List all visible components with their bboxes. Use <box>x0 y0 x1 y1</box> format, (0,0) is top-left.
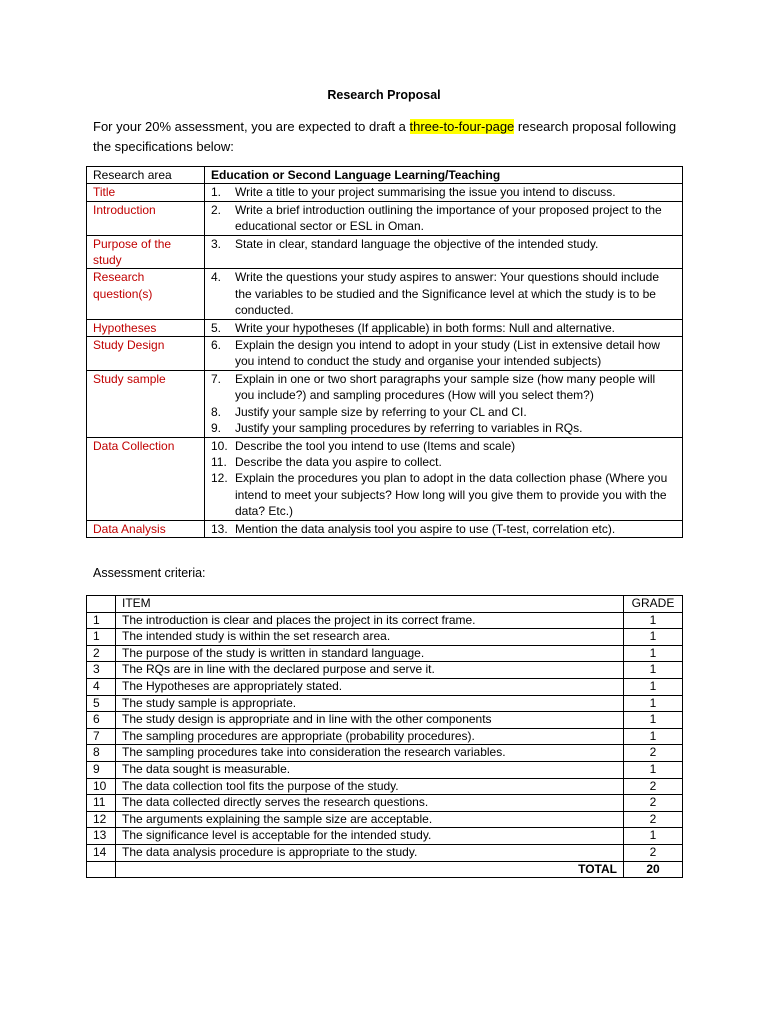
instruction-item <box>211 236 676 252</box>
criteria-number: 14 <box>87 844 116 861</box>
criteria-number: 2 <box>87 645 116 662</box>
instruction-item <box>211 521 676 537</box>
spec-row <box>87 201 683 235</box>
instruction-item <box>211 269 676 318</box>
criteria-grade: 2 <box>624 778 683 795</box>
instruction-list <box>211 320 676 336</box>
criteria-row <box>87 761 683 778</box>
spec-instructions <box>205 235 683 269</box>
instruction-number: 13. <box>211 521 228 536</box>
instruction-item <box>211 337 676 370</box>
instruction-number: 5. <box>211 320 222 335</box>
criteria-grade: 1 <box>624 612 683 629</box>
criteria-row <box>87 745 683 762</box>
criteria-header-item: ITEM <box>116 596 624 613</box>
criteria-header-row <box>87 596 683 613</box>
criteria-row <box>87 712 683 729</box>
instruction-number: 1. <box>211 185 222 200</box>
instruction-item <box>211 470 676 519</box>
instruction-item <box>211 454 676 470</box>
criteria-grade: 1 <box>624 828 683 845</box>
instruction-text: Write your hypotheses (If applicable) in both forms: Null and alternative. <box>235 320 615 335</box>
instruction-number: 3. <box>211 236 222 251</box>
criteria-row <box>87 728 683 745</box>
criteria-row <box>87 645 683 662</box>
instruction-list <box>211 438 676 520</box>
instruction-text: Write a brief introduction outlining the importance of your proposed project to the educational sector or ESL in Oman. <box>235 202 662 234</box>
page-title: Research Proposal <box>327 88 441 102</box>
instruction-text: Explain in one or two short paragraphs your sample size (how many people will you include?) and sampling procedures (How will you select them?) <box>235 371 656 403</box>
criteria-item: The study design is appropriate and in line with the other components <box>116 712 624 729</box>
spec-row <box>87 269 683 319</box>
criteria-item: The sampling procedures are appropriate (probability procedures). <box>116 728 624 745</box>
criteria-row <box>87 662 683 679</box>
instruction-list <box>211 269 676 318</box>
spec-instructions <box>205 520 683 537</box>
spec-instructions <box>205 337 683 371</box>
criteria-row <box>87 629 683 646</box>
criteria-number: 13 <box>87 828 116 845</box>
criteria-number: 3 <box>87 662 116 679</box>
criteria-grade: 2 <box>624 844 683 861</box>
criteria-total-row <box>87 861 683 878</box>
instruction-item <box>211 184 676 200</box>
criteria-header-number <box>87 596 116 613</box>
instruction-number: 2. <box>211 202 222 217</box>
instruction-list <box>211 202 676 235</box>
spec-area: Title <box>87 184 205 201</box>
criteria-item: The introduction is clear and places the project in its correct frame. <box>116 612 624 629</box>
criteria-grade: 1 <box>624 728 683 745</box>
criteria-total-blank <box>87 861 116 878</box>
criteria-grade: 2 <box>624 795 683 812</box>
instruction-number: 9. <box>211 421 222 436</box>
criteria-row <box>87 695 683 712</box>
criteria-item: The purpose of the study is written in standard language. <box>116 645 624 662</box>
instruction-list <box>211 236 676 252</box>
spec-area: Data Collection <box>87 437 205 520</box>
instruction-text: Justify your sampling procedures by referring to variables in RQs. <box>235 421 583 436</box>
instruction-item <box>211 202 676 235</box>
criteria-item: The intended study is within the set research area. <box>116 629 624 646</box>
spec-area: Introduction <box>87 201 205 235</box>
spec-instructions <box>205 319 683 336</box>
criteria-grade: 2 <box>624 811 683 828</box>
instruction-item <box>211 420 676 436</box>
criteria-item: The data collection tool fits the purpose of the study. <box>116 778 624 795</box>
criteria-item: The RQs are in line with the declared purpose and serve it. <box>116 662 624 679</box>
criteria-grade: 1 <box>624 662 683 679</box>
criteria-item: The data sought is measurable. <box>116 761 624 778</box>
criteria-grade: 2 <box>624 745 683 762</box>
spec-area: Purpose of the study <box>87 235 205 269</box>
spec-instructions <box>205 370 683 437</box>
criteria-row <box>87 828 683 845</box>
criteria-row <box>87 678 683 695</box>
criteria-number: 11 <box>87 795 116 812</box>
spec-area: Data Analysis <box>87 520 205 537</box>
spec-instructions <box>205 269 683 319</box>
criteria-grade: 1 <box>624 695 683 712</box>
criteria-label: Assessment criteria: <box>93 566 206 580</box>
instruction-text: Describe the tool you intend to use (Items and scale) <box>235 438 516 453</box>
instruction-list <box>211 337 676 370</box>
spec-area: Study sample <box>87 370 205 437</box>
criteria-grade: 1 <box>624 761 683 778</box>
instruction-number: 12. <box>211 471 228 486</box>
instruction-number: 6. <box>211 338 222 353</box>
spec-instructions <box>205 437 683 520</box>
criteria-item: The sampling procedures take into consideration the research variables. <box>116 745 624 762</box>
criteria-grade: 1 <box>624 645 683 662</box>
spec-header-topic: Education or Second Language Learning/Teaching <box>205 167 683 184</box>
spec-row <box>87 319 683 336</box>
instruction-item <box>211 438 676 454</box>
specification-table <box>86 166 683 538</box>
criteria-total-grade: 20 <box>624 861 683 878</box>
criteria-number: 12 <box>87 811 116 828</box>
criteria-number: 7 <box>87 728 116 745</box>
criteria-row <box>87 795 683 812</box>
instruction-text: Write a title to your project summarising the issue you intend to discuss. <box>235 185 616 200</box>
spec-row <box>87 520 683 537</box>
criteria-item: The data collected directly serves the research questions. <box>116 795 624 812</box>
instruction-list <box>211 521 676 537</box>
instruction-text: Mention the data analysis tool you aspire to use (T-test, correlation etc). <box>235 521 616 536</box>
instruction-list <box>211 371 676 437</box>
criteria-number: 9 <box>87 761 116 778</box>
criteria-item: The data analysis procedure is appropriate to the study. <box>116 844 624 861</box>
criteria-table <box>86 595 683 878</box>
instruction-text: Write the questions your study aspires to answer: Your questions should include the variables to be studied and the Significance level at which the study is to be conducted. <box>235 270 660 318</box>
instruction-item <box>211 320 676 336</box>
criteria-number: 4 <box>87 678 116 695</box>
spec-row <box>87 184 683 201</box>
criteria-header-grade: GRADE <box>624 596 683 613</box>
criteria-grade: 1 <box>624 712 683 729</box>
criteria-number: 1 <box>87 612 116 629</box>
spec-row <box>87 337 683 371</box>
instruction-text: Explain the design you intend to adopt in your study (List in extensive detail how you intend to conduct the study and organise your intended subjects) <box>235 338 660 369</box>
instruction-item <box>211 371 676 404</box>
intro-highlight: three-to-four-page <box>409 119 515 134</box>
criteria-number: 1 <box>87 629 116 646</box>
intro-text-after: research proposal following the specifications below: <box>93 119 677 154</box>
criteria-number: 10 <box>87 778 116 795</box>
spec-row <box>87 235 683 269</box>
instruction-number: 4. <box>211 270 222 285</box>
criteria-total-label: TOTAL <box>116 861 624 878</box>
instruction-number: 7. <box>211 371 222 386</box>
instruction-number: 11. <box>211 454 227 469</box>
criteria-number: 8 <box>87 745 116 762</box>
spec-row <box>87 370 683 437</box>
spec-header-area: Research area <box>87 167 205 184</box>
instruction-text: Describe the data you aspire to collect. <box>235 454 442 469</box>
spec-instructions <box>205 201 683 235</box>
instruction-list <box>211 184 676 200</box>
criteria-item: The arguments explaining the sample size are acceptable. <box>116 811 624 828</box>
criteria-row <box>87 811 683 828</box>
instruction-number: 10. <box>211 438 228 453</box>
intro-text-before: For your 20% assessment, you are expected to draft a <box>93 119 410 134</box>
spec-area: Research question(s) <box>87 269 205 319</box>
spec-area: Hypotheses <box>87 319 205 336</box>
criteria-grade: 1 <box>624 678 683 695</box>
spec-instructions <box>205 184 683 201</box>
criteria-item: The significance level is acceptable for the intended study. <box>116 828 624 845</box>
spec-row <box>87 437 683 520</box>
criteria-number: 6 <box>87 712 116 729</box>
criteria-number: 5 <box>87 695 116 712</box>
criteria-item: The study sample is appropriate. <box>116 695 624 712</box>
instruction-text: Justify your sample size by referring to your CL and CI. <box>235 404 527 419</box>
instruction-number: 8. <box>211 404 222 419</box>
criteria-row <box>87 844 683 861</box>
instruction-item <box>211 404 676 420</box>
instruction-text: State in clear, standard language the objective of the intended study. <box>235 236 599 251</box>
spec-area: Study Design <box>87 337 205 371</box>
criteria-row <box>87 612 683 629</box>
intro-paragraph <box>93 117 683 157</box>
instruction-text: Explain the procedures you plan to adopt in the data collection phase (Where you intend to meet your subjects? How long will you give them to provide you with the data? Etc.) <box>235 471 668 519</box>
spec-header-row <box>87 167 683 184</box>
criteria-grade: 1 <box>624 629 683 646</box>
criteria-item: The Hypotheses are appropriately stated. <box>116 678 624 695</box>
criteria-row <box>87 778 683 795</box>
